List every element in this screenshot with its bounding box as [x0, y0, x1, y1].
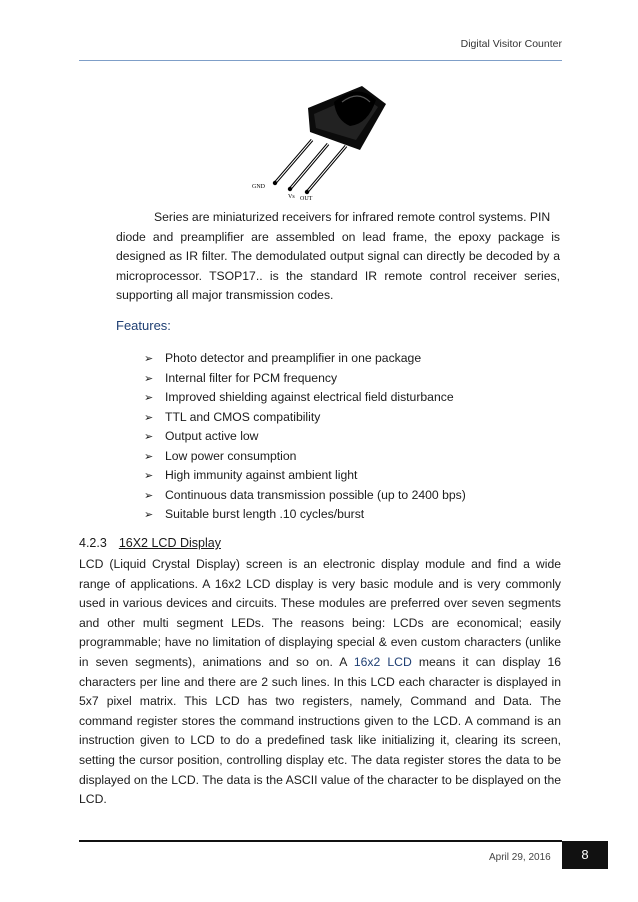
list-item	[144, 388, 466, 408]
list-item	[144, 466, 466, 486]
list-item	[144, 505, 466, 525]
page-number: 8	[562, 841, 608, 869]
lcd-highlight: 16x2 LCD	[353, 654, 412, 669]
list-item	[144, 349, 466, 369]
arrow-bullet-icon: ➢	[144, 353, 154, 365]
arrow-bullet-icon: ➢	[144, 489, 154, 502]
feature-text: TTL and CMOS compatibility	[165, 409, 321, 424]
lcd-text-part2: means it can display 16 characters per line and there are 2 such lines. In this LCD each character is displayed in 5x7 pixel matrix. This LCD has two registers, namely, Command and Data. The command register stores the command instructions given to the LCD. A command is an instruction given to LCD to do a predefined task like initializing it, clearing its screen, setting the cursor position, controlling display etc. The data register stores the data to be displayed on the LCD. The data is the ASCII value of the character to be displayed on the LCD.	[79, 654, 562, 807]
pin-label-out: OUT	[300, 196, 313, 202]
feature-text: High immunity against ambient light	[165, 468, 358, 482]
feature-text: Improved shielding against electrical field disturbance	[165, 390, 454, 404]
footer-divider	[79, 840, 562, 842]
arrow-bullet-icon: ➢	[144, 411, 154, 424]
lcd-description-paragraph	[79, 555, 561, 810]
list-item	[144, 427, 466, 447]
running-header: Digital Visitor Counter	[460, 38, 562, 50]
pin-label-vs: Vs	[288, 194, 295, 200]
feature-text: Internal filter for PCM frequency	[165, 370, 338, 385]
lcd-text-part1: LCD (Liquid Crystal Display) screen is an electronic display module and find a wide range of applications. A 16x2 LCD display is very basic module and is very commonly used in various devices and circuits. These modules are preferred over seven segments and other multi segment LEDs. The reasons being: LCDs are economical; easily programmable; have no limitation of displaying special & even custom characters (unlike in seven segments), animations and so on. A	[79, 557, 561, 669]
section-heading	[79, 536, 221, 550]
feature-text: Suitable burst length .10 cycles/burst	[165, 507, 365, 521]
feature-text: Continuous data transmission possible (up to 2400 bps)	[165, 487, 466, 502]
section-title: 16X2 LCD Display	[118, 536, 221, 550]
intro-first-line: Series are miniaturized receivers for infrared remote control systems. PIN	[154, 210, 551, 224]
intro-paragraph	[116, 208, 560, 306]
list-item	[144, 369, 466, 389]
list-item	[144, 486, 466, 506]
arrow-bullet-icon: ➢	[144, 431, 154, 443]
header-divider	[79, 60, 562, 61]
list-item	[144, 447, 466, 467]
arrow-bullet-icon: ➢	[144, 372, 154, 385]
feature-list	[144, 349, 466, 525]
feature-text: Output active low	[165, 429, 259, 443]
ir-receiver-figure	[250, 80, 395, 202]
footer-date: April 29, 2016	[489, 852, 551, 863]
arrow-bullet-icon: ➢	[144, 392, 154, 404]
section-number: 4.2.3	[79, 536, 107, 550]
arrow-bullet-icon: ➢	[144, 450, 154, 463]
feature-text: Photo detector and preamplifier in one package	[165, 351, 422, 365]
arrow-bullet-icon: ➢	[144, 470, 154, 482]
pin-label-gnd: GND	[252, 184, 265, 190]
feature-text: Low power consumption	[165, 448, 297, 463]
features-heading: Features:	[116, 318, 171, 333]
intro-rest: diode and preamplifier are assembled on lead frame, the epoxy package is designed as IR filter. The demodulated output signal can directly be decoded by a microprocessor. TSOP17.. is the standard IR remote control receiver series, supporting all major transmission codes.	[116, 229, 560, 303]
arrow-bullet-icon: ➢	[144, 509, 154, 521]
list-item	[144, 408, 466, 428]
